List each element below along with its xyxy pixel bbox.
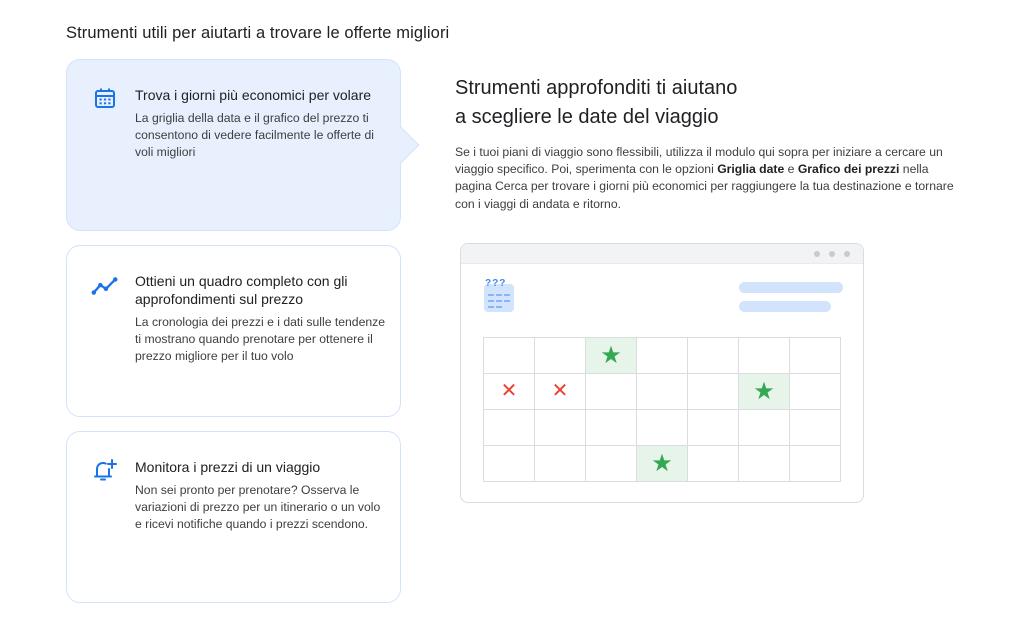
detail-title [455,74,875,132]
grid-cell [484,410,535,446]
grid-cell [739,410,790,446]
grid-cell [739,446,790,482]
feature-card-track-prices[interactable] [66,431,401,603]
grid-cell-unavailable [535,374,586,410]
grid-cell [484,338,535,374]
card-pointer [383,127,420,164]
detail-title-line2: a scegliere le date del viaggio [455,106,719,128]
grid-cell [688,338,739,374]
grid-cell-cheapest [586,338,637,374]
grid-cell [790,374,841,410]
detail-description [455,144,955,213]
grid-row [484,338,841,374]
grid-cell-cheapest [637,446,688,482]
card-heading: Ottieni un quadro completo con gli approfondimenti sul prezzo [135,273,348,307]
grid-cell [484,446,535,482]
detail-desc-part2: e [784,162,798,177]
detail-desc-part1: Se i tuoi piani di viaggio sono flessibili, utilizza il modulo qui sopra per iniziare a cercare un viaggio specifico. Poi, sperimenta con le opzioni [455,145,943,177]
star-icon: ★ [600,341,622,369]
date-grid-illustration [460,243,864,503]
grid-cell [790,410,841,446]
detail-title-line1: Strumenti approfonditi ti aiutano [455,77,738,99]
grid-row [484,374,841,410]
grid-cell [535,338,586,374]
window-dot [829,251,835,257]
grid-cell [637,374,688,410]
browser-bar [461,244,863,264]
card-description: La griglia della data e il grafico del prezzo ti consentono di vedere facilmente le offerte di voli migliori [135,111,374,159]
date-grid-option: Griglia date [717,162,785,177]
x-icon: ✕ [551,380,569,402]
placeholder-line [739,282,843,293]
card-description: Non sei pronto per prenotare? Osserva le variazioni di prezzo per un itinerario o un volo e ricevi notifiche quando i prezzi scendono. [135,483,381,531]
grid-row [484,410,841,446]
grid-cell [535,446,586,482]
card-heading: Trova i giorni più economici per volare [135,87,372,103]
star-icon: ★ [753,377,775,405]
grid-cell [586,410,637,446]
calendar-icon [91,84,119,112]
grid-row [484,446,841,482]
placeholder-line [739,301,831,312]
grid-cell-cheapest [739,374,790,410]
grid-cell [586,446,637,482]
trend-chart-icon [91,272,119,300]
card-heading: Monitora i prezzi di un viaggio [135,459,321,475]
window-dot [844,251,850,257]
date-grid [483,337,841,482]
x-icon: ✕ [500,380,518,402]
price-graph-option: Grafico dei prezzi [797,162,900,177]
feature-card-price-insights[interactable] [66,245,401,417]
calendar-doc-icon [483,280,517,319]
grid-cell [586,374,637,410]
grid-cell [637,410,688,446]
star-icon: ★ [651,449,673,477]
calendar-glyph: ??? [485,278,507,289]
feature-card-cheapest-days[interactable] [66,59,401,231]
grid-cell [535,410,586,446]
section-title: Strumenti utili per aiutarti a trovare le offerte migliori [66,24,450,42]
grid-cell [688,374,739,410]
grid-cell-unavailable [484,374,535,410]
grid-cell [790,446,841,482]
window-dot [814,251,820,257]
card-description: La cronologia dei prezzi e i dati sulle tendenze ti mostrano quando prenotare per ottenere il prezzo migliore per il tuo volo [135,315,386,363]
add-alert-icon [91,456,119,484]
grid-cell [688,410,739,446]
grid-cell [688,446,739,482]
grid-cell [739,338,790,374]
detail-desc-part3: nella pagina Cerca per trovare i giorni più economici per raggiungere la tua destinazione e tornare con i viaggi di andata e ritorno. [455,162,954,211]
grid-cell [637,338,688,374]
grid-cell [790,338,841,374]
